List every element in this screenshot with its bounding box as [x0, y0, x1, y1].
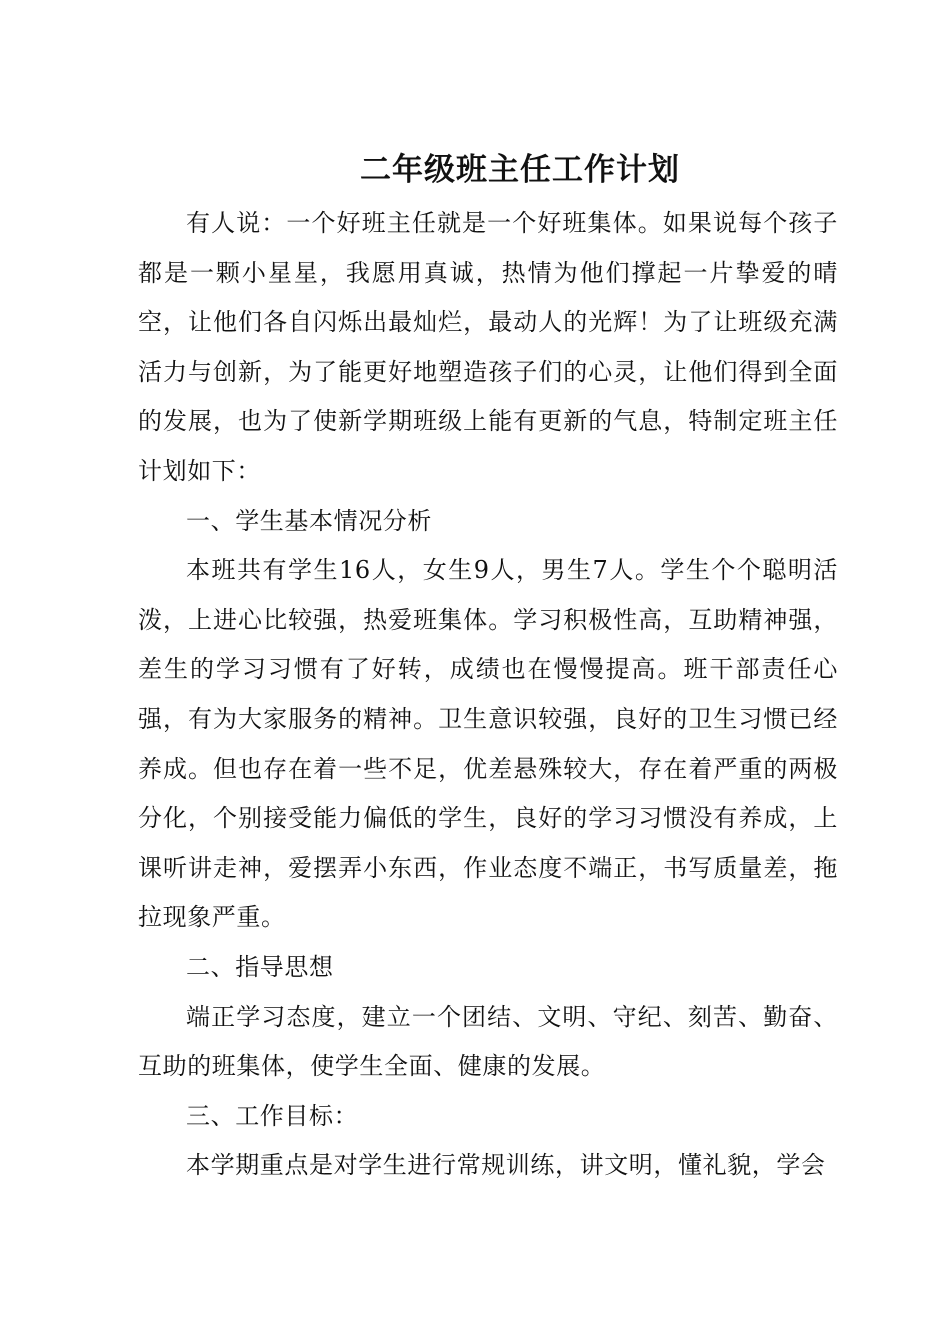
section-heading-student-analysis: 一、学生基本情况分析	[186, 506, 432, 535]
document-body	[138, 199, 838, 1191]
guiding-ideology-paragraph: 端正学习态度，建立一个团结、文明、守纪、刻苦、勤奋、互助的班集体，使学生全面、健康的发展。	[138, 1002, 838, 1081]
document-title: 二年级班主任工作计划	[360, 152, 680, 188]
section-heading-work-goals: 三、工作目标：	[186, 1101, 359, 1130]
section-heading-guiding-ideology: 二、指导思想	[186, 952, 334, 981]
student-analysis-paragraph: 本班共有学生16人，女生9人，男生7人。学生个个聪明活泼，上进心比较强，热爱班集体。学习积极性高，互助精神强，差生的学习习惯有了好转，成绩也在慢慢提高。班干部责任心强，有为大家服务的精神。卫生意识较强，良好的卫生习惯已经养成。但也存在着一些不足，优差悬殊较大，存在着严重的两极分化，个别接受能力偏低的学生，良好的学习习惯没有养成，上课听讲走神，爱摆弄小东西，作业态度不端正，书写质量差，拖拉现象严重。	[138, 556, 838, 932]
work-goals-paragraph: 本学期重点是对学生进行常规训练，讲文明，懂礼貌，学会	[186, 1151, 826, 1180]
intro-paragraph: 有人说：一个好班主任就是一个好班集体。如果说每个孩子都是一颗小星星，我愿用真诚，热情为他们撑起一片挚爱的晴空，让他们各自闪烁出最灿烂，最动人的光辉！为了让班级充满活力与创新，为了能更好地塑造孩子们的心灵，让他们得到全面的发展，也为了使新学期班级上能有更新的气息，特制定班主任计划如下：	[138, 209, 838, 485]
